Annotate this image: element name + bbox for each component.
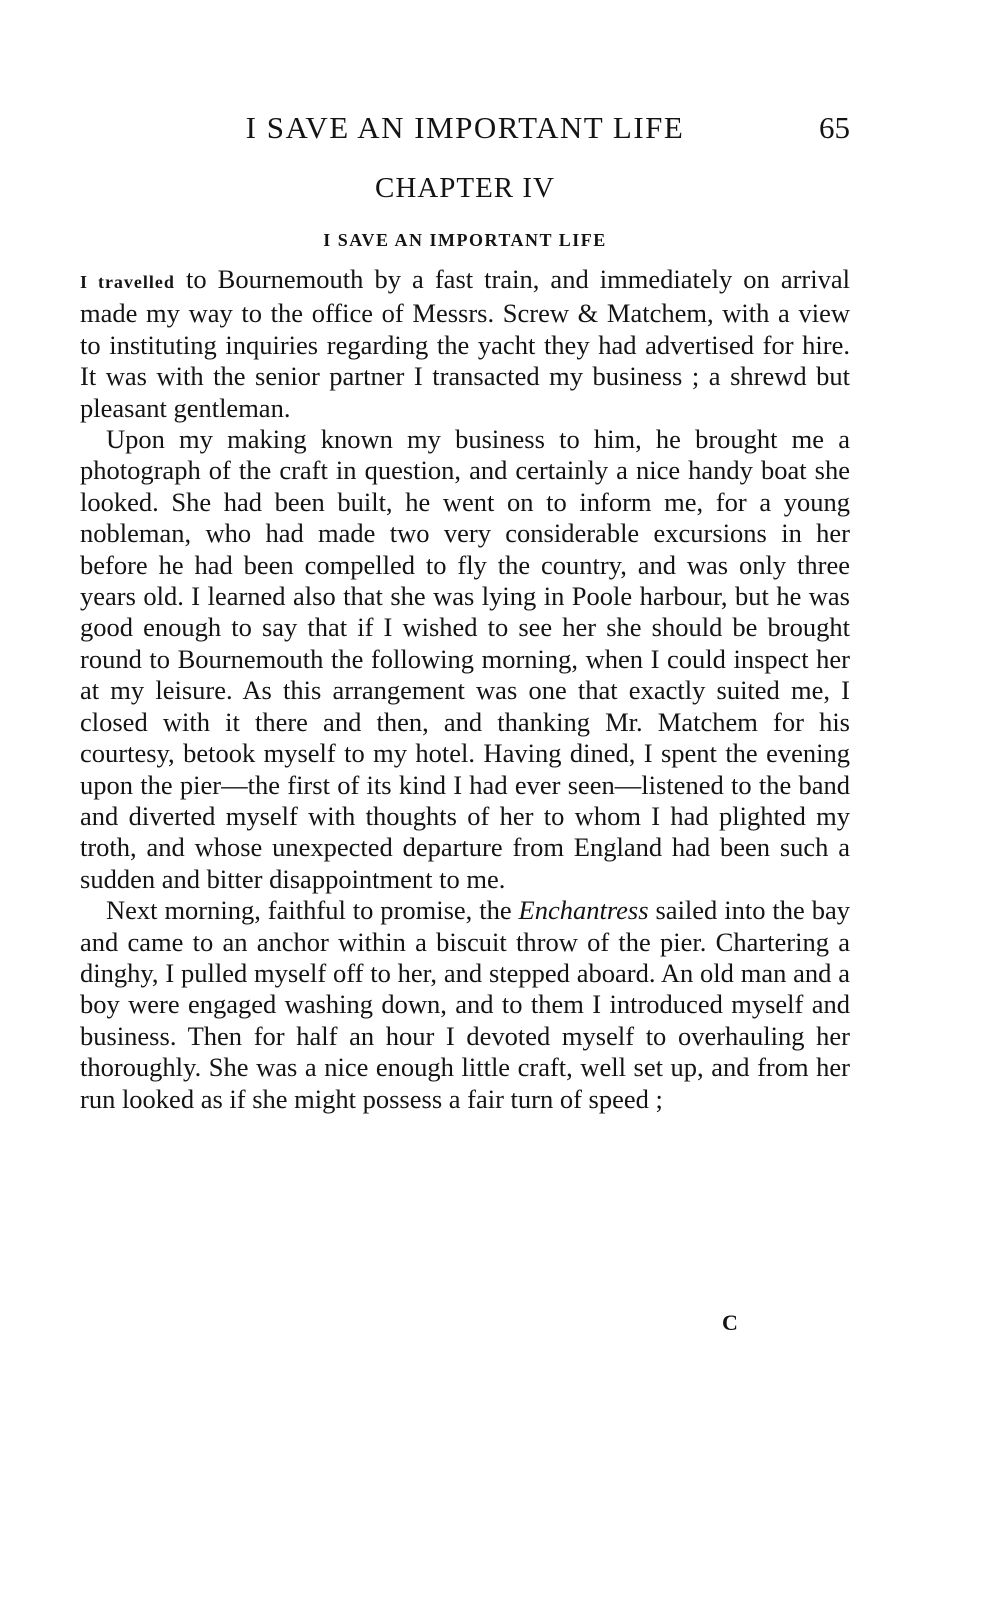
running-title: I SAVE AN IMPORTANT LIFE [245, 110, 685, 145]
signature-mark: C [722, 1310, 738, 1335]
running-head [80, 108, 850, 148]
paragraph-1 [80, 264, 850, 424]
body-text [80, 264, 850, 1115]
paragraph-2: Upon my making known my business to him, he brought me a photograph of the craft in question, and certainly a nice handy boat she looked. She had been built, he went on to inform me, for a young nobleman, who had made two very considerable excursions in her before he had been compelled to fly the country, and was only three years old. I learned also that she was lying in Poole harbour, but he was good enough to say that if I wished to see her she should be brought round to Bournemouth the following morning, when I could inspect her at my leisure. As this arrangement was one that exactly suited me, I closed with it there and then, and thanking Mr. Matchem for his courtesy, betook myself to my hotel. Having dined, I spent the evening upon the pier—the first of its kind I had ever seen—listened to the band and diverted myself with thoughts of her to whom I had plighted my troth, and whose unexpected departure from England had been such a sudden and bitter disappointment to me. [80, 424, 850, 894]
opening-words: I travelled [80, 272, 175, 292]
chapter-subtitle: I SAVE AN IMPORTANT LIFE [323, 230, 607, 250]
page-number: 65 [819, 110, 850, 145]
paragraph-3-text-after: sailed into the bay and came to an anchor within a biscuit throw of the pier. Chartering a dinghy, I pulled myself off to her, and stepped aboard. An old man and a boy were engaged washing down, and to them I introduced myself and business. Then for half an hour I devoted myself to overhauling her thoroughly. She was a nice enough little craft, well set up, and from her run looked as if she might possess a fair turn of speed ; [80, 895, 850, 1114]
paragraph-1-text: to Bournemouth by a fast train, and immediately on arrival made my way to the office of Messrs. Screw & Matchem, with a view to instituting inquiries regarding the yacht they had advertised for hire. It was with the senior partner I transacted my business ; a shrewd but pleasant gentleman. [80, 264, 850, 423]
paragraph-3 [80, 895, 850, 1115]
ship-name: Enchantress [518, 895, 649, 926]
chapter-heading: CHAPTER IV [375, 172, 555, 204]
paragraph-3-text-before: Next morning, faithful to promise, the [106, 895, 519, 926]
